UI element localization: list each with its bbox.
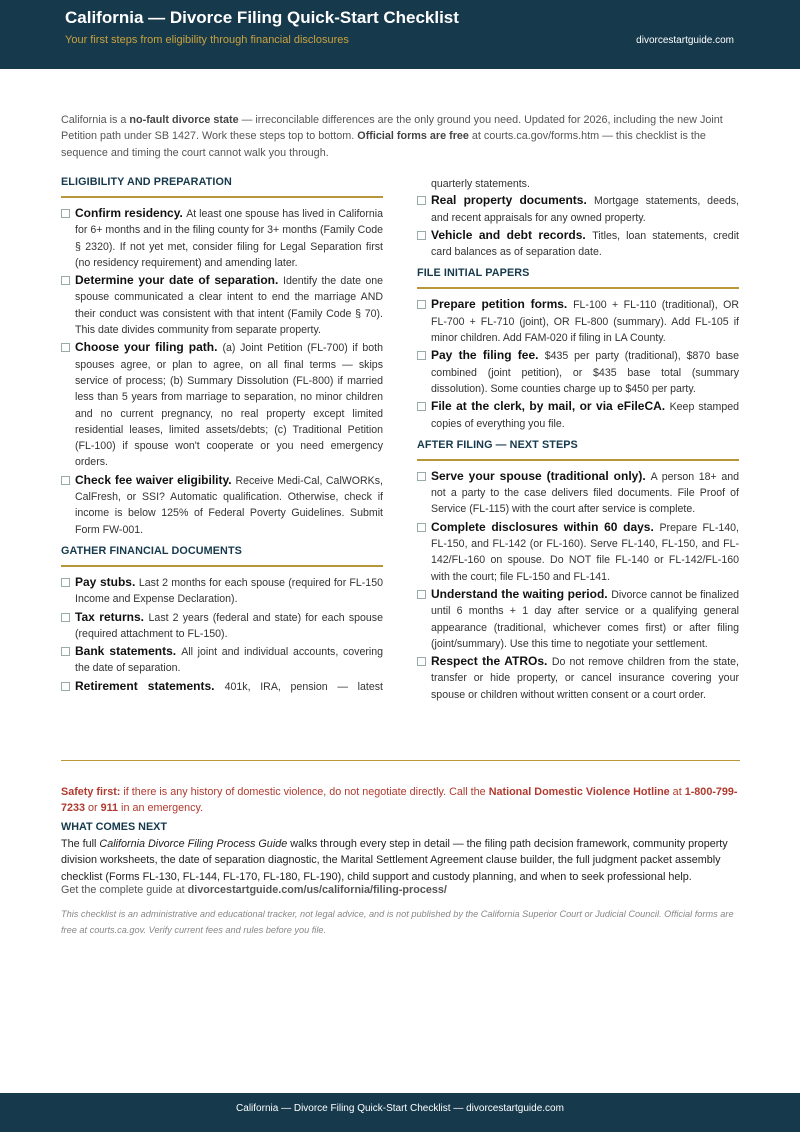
item-text: At least one spouse has lived in California for 6+ months and in the filing county for 3+ months (Family Code § 2320). If not yet met, consider filing for Legal Separation first (no residency requirement) and amending later. xyxy=(75,208,383,269)
intro-paragraph xyxy=(61,112,740,161)
checkbox[interactable] xyxy=(61,276,70,285)
checkbox[interactable] xyxy=(417,657,426,666)
checkbox[interactable] xyxy=(61,343,70,352)
checklist-item xyxy=(417,468,739,518)
item-text: Prepare FL-140, FL-150, and FL-142 (or FL-160). Serve FL-140, FL-150, and FL-142/FL-160 on spouse. Do NOT file FL-140 or FL-142/FL-160 with the court; file FL-150 and FL-141. xyxy=(431,521,739,583)
checkbox[interactable] xyxy=(61,682,70,691)
intro-bold: Official forms are free xyxy=(357,130,469,143)
safety-text: in an emergency. xyxy=(118,802,204,815)
item-lead: Real property documents. xyxy=(431,193,587,208)
emergency-number: 911 xyxy=(100,802,119,815)
checkbox[interactable] xyxy=(417,472,426,481)
section-rule xyxy=(417,459,739,461)
item-text: (a) Joint Petition (FL-700) if both spouses agree, or plan to agree, on all final terms — skips service of process; (b) Summary Dissolution (FL-800) if married less than 5 years from marriage to separation, no minor children and no current pregnancy, no real property except limited residential leases, limited assets/debts; (c) Traditional Petition (FL-100) if spouse won't cooperate or you need emergency orders. xyxy=(75,342,383,469)
checkbox[interactable] xyxy=(417,196,426,205)
page-footer xyxy=(0,1093,800,1132)
intro-text: California is a xyxy=(61,114,130,126)
item-lead: Retirement statements. xyxy=(75,678,215,693)
next-text: The full xyxy=(61,838,100,850)
section-title-financial: GATHER FINANCIAL DOCUMENTS xyxy=(61,544,242,557)
item-lead: Pay stubs. xyxy=(75,574,136,589)
next-body xyxy=(61,836,740,885)
safety-text: at xyxy=(669,786,685,798)
item-text: $435 per party (traditional), $870 base combined (joint petition), or $435 base total (summary dissolution). Some counties charge up to $450 per party. xyxy=(431,350,739,395)
section-rule xyxy=(61,565,383,567)
item-text: A person 18+ and not a party to the case delivers filed documents. File Proof of Service (FL-115) with the court after service is complete. xyxy=(431,470,739,516)
intro-text: — irreconcilable differences are the only ground you need. Updated for 2026, including the new Joint Petition path under SB 1427. Work these steps top to bottom. xyxy=(61,114,723,143)
item-text: 401k, IRA, pension — latest xyxy=(224,680,383,693)
next-text: walks through every step in detail — the filing path decision framework, community property division worksheets, the date of separation diagnostic, the Marital Settlement Agreement clause builder, the full judgment packet assembly checklist (Forms FL-130, FL-144, FL-170, FL-180, FL-190), child support and custody planning, and when to seek professional help. xyxy=(61,838,728,883)
link-prefix: Get the complete guide at xyxy=(61,884,188,896)
item-lead: Determine your date of separation. xyxy=(75,273,279,288)
checkbox[interactable] xyxy=(417,231,426,240)
section-title-eligibility: ELIGIBILITY AND PREPARATION xyxy=(61,176,232,188)
section-divider xyxy=(61,760,740,761)
checklist-item xyxy=(61,609,383,643)
section-title-after: AFTER FILING — NEXT STEPS xyxy=(417,438,578,451)
item-lead: Check fee waiver eligibility. xyxy=(75,472,232,487)
page-title: California — Divorce Filing Quick-Start Checklist xyxy=(65,8,459,27)
item-lead: File at the clerk, by mail, or via eFileCA. xyxy=(431,399,666,414)
checklist-item xyxy=(61,339,383,470)
checklist-item xyxy=(417,192,739,226)
checklist-item xyxy=(417,347,739,397)
checklist-item xyxy=(417,398,739,432)
header-site-link[interactable]: divorcestartguide.com xyxy=(636,35,734,46)
section-rule xyxy=(417,287,739,289)
item-lead: Respect the ATROs. xyxy=(431,654,548,669)
safety-notice xyxy=(61,784,740,817)
checklist-item xyxy=(417,519,739,585)
intro-text: at courts.ca.gov/forms.htm — this checklist is the sequence and timing the court cannot walk you through. xyxy=(61,130,706,159)
page-header xyxy=(0,0,800,69)
item-lead: Prepare petition forms. xyxy=(431,297,568,312)
guide-title: California Divorce Filing Process Guide xyxy=(99,838,288,850)
item-lead: Understand the waiting period. xyxy=(431,586,608,601)
item-lead: Tax returns. xyxy=(75,609,144,624)
footer-text: California — Divorce Filing Quick-Start Checklist — divorcestartguide.com xyxy=(236,1103,564,1114)
checklist-item xyxy=(417,586,739,652)
safety-text: if there is any history of domestic violence, do not negotiate directly. Call the xyxy=(120,786,489,798)
disclaimer: This checklist is an administrative and educational tracker, not legal advice, and is not published by the California Superior Court or Judicial Council. Official forms are free at courts.ca.gov. Verify current fees and rules before you file. xyxy=(61,909,734,935)
checkbox[interactable] xyxy=(417,351,426,360)
guide-link[interactable]: divorcestartguide.com/us/california/filing-process/ xyxy=(187,884,447,896)
checklist-item xyxy=(61,643,383,677)
page-subtitle: Your first steps from eligibility through financial disclosures xyxy=(65,34,349,46)
checkbox[interactable] xyxy=(61,578,70,587)
checkbox[interactable] xyxy=(61,613,70,622)
next-title: WHAT COMES NEXT xyxy=(61,821,167,833)
checkbox[interactable] xyxy=(61,647,70,656)
item-lead: Complete disclosures within 60 days. xyxy=(431,519,654,534)
item-text: Last 2 years (federal and state) for each spouse (required attachment to FL-150). xyxy=(75,611,383,640)
item-text: Mortgage statements, deeds, and recent appraisals for any owned property. xyxy=(431,195,739,224)
checklist-item xyxy=(417,227,739,261)
right-column xyxy=(417,176,739,704)
safety-label: Safety first: xyxy=(61,786,121,798)
item-lead: Confirm residency. xyxy=(75,206,183,220)
item-text: Titles, loan statements, credit card balances as of separation date. xyxy=(431,229,739,259)
item-continuation: quarterly statements. xyxy=(431,178,530,190)
checkbox[interactable] xyxy=(417,402,426,411)
checklist-item xyxy=(417,653,739,703)
checkbox[interactable] xyxy=(61,476,70,485)
item-lead: Pay the filing fee. xyxy=(431,348,539,363)
checkbox[interactable] xyxy=(417,523,426,532)
checklist-item xyxy=(61,205,383,271)
item-text: Divorce cannot be finalized until 6 months + 1 day after service or a qualifying general appearance (traditional, whichever comes first) or after filing (joint/summary). Use this time to negotiate your settlement. xyxy=(431,588,740,650)
checklist-item xyxy=(417,296,739,346)
item-lead: Choose your filing path. xyxy=(75,340,218,355)
item-lead: Vehicle and debt records. xyxy=(431,227,586,242)
item-text: All joint and individual accounts, covering the date of separation. xyxy=(75,646,384,675)
section-rule xyxy=(61,196,383,198)
item-text: Identify the date one spouse communicated a clear intent to end the marriage AND their conduct was consistent with that intent (Family Code § 70). This date divides community from separate property. xyxy=(75,275,383,337)
item-lead: Bank statements. xyxy=(75,644,177,659)
checklist-item xyxy=(61,472,383,538)
item-text: Receive Medi-Cal, CalWORKs, CalFresh, or SSI? Automatic qualification. Otherwise, check if income is below 125% of Federal Poverty Guidelines. Submit Form FW-001. xyxy=(75,474,383,536)
item-text: Do not remove children from the state, transfer or hide property, or cancel insurance covering your spouse or children without written consent or a court order. xyxy=(431,656,739,701)
guide-link-line xyxy=(61,884,447,896)
left-column xyxy=(61,176,383,696)
checkbox[interactable] xyxy=(417,590,426,599)
checklist-item xyxy=(61,574,383,608)
item-text: Last 2 months for each spouse (required for FL-150 Income and Expense Declaration). xyxy=(75,576,383,606)
item-lead: Serve your spouse (traditional only). xyxy=(431,468,646,483)
checkbox[interactable] xyxy=(61,209,70,218)
checkbox[interactable] xyxy=(417,300,426,309)
safety-text: or xyxy=(85,802,101,815)
checklist-item xyxy=(61,272,383,338)
item-text: Keep stamped copies of everything you file. xyxy=(431,401,740,430)
checklist-item xyxy=(61,678,383,695)
item-text: FL-100 + FL-110 (traditional), OR FL-700 + FL-710 (joint), OR FL-800 (summary). Add FL-105 if minor children. Add FAM-020 if filing in LA County. xyxy=(431,299,739,345)
hotline-name: National Domestic Violence Hotline xyxy=(488,786,670,798)
section-title-file: FILE INITIAL PAPERS xyxy=(417,267,530,280)
hotline-phone[interactable]: 1-800-799-7233 xyxy=(61,786,738,815)
intro-bold: no-fault divorce state xyxy=(129,114,239,126)
